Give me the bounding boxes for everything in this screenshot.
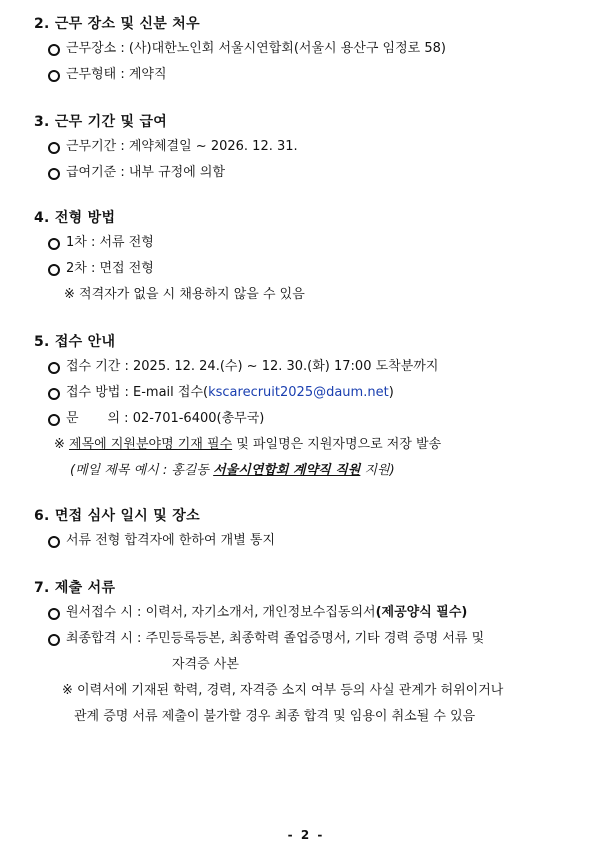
circle-bullet-icon (48, 388, 60, 400)
list-item (34, 354, 592, 380)
list-item-continuation (34, 652, 592, 678)
work-location: 근무장소 : (사)대한노인회 서울시연합회(서울시 용산구 임정로 58) (66, 41, 446, 56)
section-heading: 6. 면접 심사 일시 및 장소 (34, 508, 200, 524)
circle-bullet-icon (48, 414, 60, 426)
method-suffix: ) (388, 385, 394, 400)
application-docs-text: 원서접수 시 : 이력서, 자기소개서, 개인정보수집동의서 (66, 605, 376, 620)
list-item (34, 36, 592, 62)
circle-bullet-icon (48, 362, 60, 374)
section-4 (34, 208, 592, 308)
example-text (70, 458, 395, 484)
circle-bullet-icon (48, 634, 60, 646)
application-docs-required: (제공양식 필수) (375, 605, 468, 620)
circle-bullet-icon (48, 70, 60, 82)
example-note (34, 458, 592, 484)
screening-first: 1차 : 서류 전형 (66, 235, 154, 250)
email-link[interactable]: kscarecruit2025@daum.net (208, 385, 389, 400)
note (34, 282, 592, 308)
work-period: 근무기간 : 계약체결일 ~ 2026. 12. 31. (66, 139, 298, 154)
inquiry (66, 406, 264, 432)
inquiry-value: : 02-701-6400(총무국) (120, 411, 265, 426)
page-number: - 2 - (287, 828, 325, 842)
example-suffix: 지원) (360, 463, 395, 478)
application-docs (66, 600, 467, 626)
circle-bullet-icon (48, 264, 60, 276)
section-2 (34, 14, 592, 88)
note-rest: 및 파일명은 지원자명으로 저장 발송 (232, 437, 442, 452)
note-line2: 관계 증명 서류 제출이 불가할 경우 최종 합격 및 임용이 취소될 수 있음 (74, 709, 476, 724)
section-6 (34, 506, 592, 554)
list-item (34, 406, 592, 432)
section-heading: 3. 근무 기간 및 급여 (34, 114, 168, 130)
section-3 (34, 112, 592, 186)
inquiry-label: 문 의 (66, 411, 121, 426)
list-item (34, 528, 592, 554)
note (34, 678, 592, 704)
interview-notice: 서류 전형 합격자에 한하여 개별 통지 (66, 533, 276, 548)
note (34, 432, 592, 458)
section-heading: 7. 제출 서류 (34, 580, 116, 596)
final-docs-line2: 자격증 사본 (172, 657, 239, 672)
note-text: ※ 적격자가 없을 시 채용하지 않을 수 있음 (64, 287, 305, 302)
list-item (34, 160, 592, 186)
list-item (34, 626, 592, 652)
circle-bullet-icon (48, 142, 60, 154)
list-item (34, 256, 592, 282)
list-item (34, 134, 592, 160)
circle-bullet-icon (48, 536, 60, 548)
section-5 (34, 332, 592, 484)
note-continuation (34, 704, 592, 730)
final-docs-line1: 최종합격 시 : 주민등록등본, 최종학력 졸업증명서, 기타 경력 증명 서류 및 (66, 631, 485, 646)
example-bold: 서울시연합회 계약직 직원 (213, 463, 361, 478)
list-item (34, 380, 592, 406)
pay-standard: 급여기준 : 내부 규정에 의함 (66, 165, 226, 180)
list-item (34, 600, 592, 626)
section-heading: 4. 전형 방법 (34, 210, 116, 226)
circle-bullet-icon (48, 168, 60, 180)
circle-bullet-icon (48, 238, 60, 250)
work-type: 근무형태 : 계약직 (66, 67, 167, 82)
section-heading: 5. 접수 안내 (34, 334, 116, 350)
section-heading: 2. 근무 장소 및 신분 처우 (34, 16, 200, 32)
list-item (34, 62, 592, 88)
circle-bullet-icon (48, 608, 60, 620)
screening-second: 2차 : 면접 전형 (66, 261, 154, 276)
note-line1: ※ 이력서에 기재된 학력, 경력, 자격증 소지 여부 등의 사실 관계가 허위이거나 (62, 683, 504, 698)
note-mark: ※ (54, 437, 70, 452)
section-7 (34, 578, 592, 730)
note-underlined: 제목에 지원분야명 기재 필수 (69, 437, 233, 452)
list-item (34, 230, 592, 256)
note-text (54, 432, 441, 458)
example-prefix: (메일 제목 예시 : 홍길동 (70, 463, 214, 478)
circle-bullet-icon (48, 44, 60, 56)
method-prefix: 접수 방법 : E-mail 접수( (66, 385, 209, 400)
application-method (66, 380, 394, 406)
application-period: 접수 기간 : 2025. 12. 24.(수) ~ 12. 30.(화) 17:00 도착분까지 (66, 359, 439, 374)
